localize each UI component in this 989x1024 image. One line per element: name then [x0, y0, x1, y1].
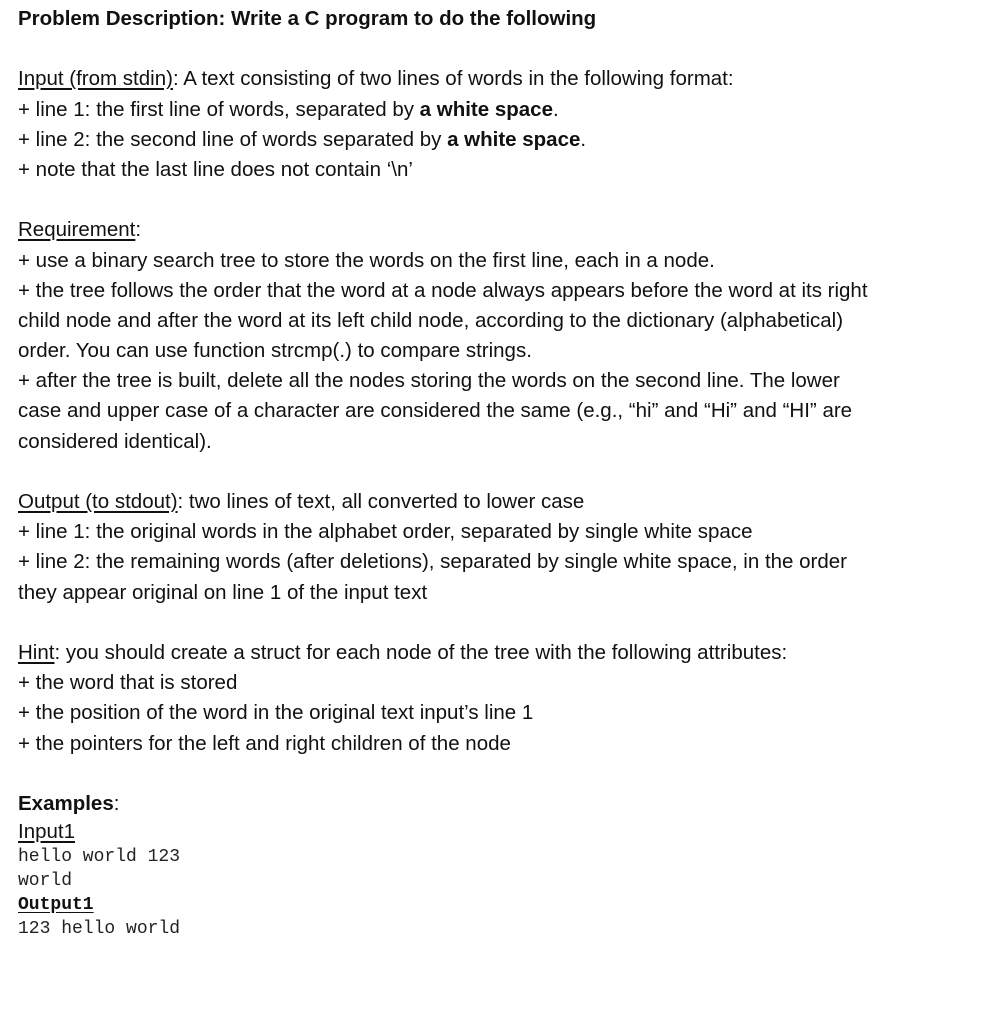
spacer — [18, 608, 986, 638]
example-input-label: Input1 — [18, 820, 75, 844]
input-line-1-end: . — [552, 97, 559, 121]
problem-document — [18, 4, 986, 941]
hint-heading: Hint — [18, 640, 55, 664]
input-line-2-text: + line 2: the second line of words separated by — [18, 127, 448, 151]
example-output-line: 123 hello world — [18, 919, 181, 940]
input-line-2-end: . — [580, 127, 587, 151]
requirement-heading-line — [18, 215, 986, 245]
spacer — [18, 34, 986, 64]
input-note: + note that the last line does not contain ‘\n’ — [18, 157, 413, 181]
examples-heading-rest: : — [113, 791, 120, 815]
requirement-line: case and upper case of a character are considered the same (e.g., “hi” and “Hi” and “HI” are — [18, 399, 853, 423]
examples-heading: Examples — [18, 791, 114, 815]
spacer — [18, 759, 986, 789]
example-input-line: hello world 123 — [18, 847, 181, 868]
output-heading: Output (to stdout) — [18, 490, 178, 513]
page-title: Problem Description: Write a C program to do the following — [18, 7, 597, 30]
input-line-2-bold: a white space — [447, 127, 581, 151]
input-line-2-desc — [18, 125, 986, 155]
example-output-label: Output1 — [18, 895, 94, 916]
requirement-heading-rest: : — [135, 218, 142, 242]
requirement-heading: Requirement — [18, 218, 136, 242]
output-heading-rest: : two lines of text, all converted to lower case — [177, 490, 585, 513]
requirement-line: considered identical). — [18, 429, 212, 453]
requirement-line: + the tree follows the order that the word at a node always appears before the word at its right — [18, 278, 868, 302]
examples-heading-line — [18, 789, 986, 819]
input-line-1-bold: a white space — [419, 97, 553, 121]
requirement-line: + after the tree is built, delete all the nodes storing the words on the second line. The lower — [18, 369, 840, 393]
output-heading-line — [18, 487, 986, 517]
output-line: they appear original on line 1 of the input text — [18, 580, 428, 604]
output-line: + line 2: the remaining words (after deletions), separated by single white space, in the order — [18, 550, 847, 574]
hint-heading-line — [18, 638, 986, 668]
hint-line: + the position of the word in the original text input’s line 1 — [18, 701, 534, 725]
hint-line: + the pointers for the left and right children of the node — [18, 731, 511, 755]
input-heading: Input (from stdin) — [18, 67, 173, 91]
requirement-line: + use a binary search tree to store the words on the first line, each in a node. — [18, 248, 715, 272]
output-line: + line 1: the original words in the alphabet order, separated by single white space — [18, 520, 753, 544]
requirement-line: order. You can use function strcmp(.) to compare strings. — [18, 339, 532, 363]
input-heading-rest: : A text consisting of two lines of words in the following format: — [172, 67, 734, 91]
example-input-line: world — [18, 871, 73, 892]
requirement-line: child node and after the word at its left child node, according to the dictionary (alphabetical) — [18, 308, 844, 332]
input-heading-line — [18, 64, 986, 94]
hint-heading-rest: : you should create a struct for each node of the tree with the following attributes: — [54, 640, 788, 664]
hint-line: + the word that is stored — [18, 671, 238, 695]
input-line-1-text: + line 1: the first line of words, separated by — [18, 97, 420, 121]
spacer — [18, 457, 986, 487]
input-line-1-desc — [18, 95, 986, 125]
spacer — [18, 185, 986, 215]
